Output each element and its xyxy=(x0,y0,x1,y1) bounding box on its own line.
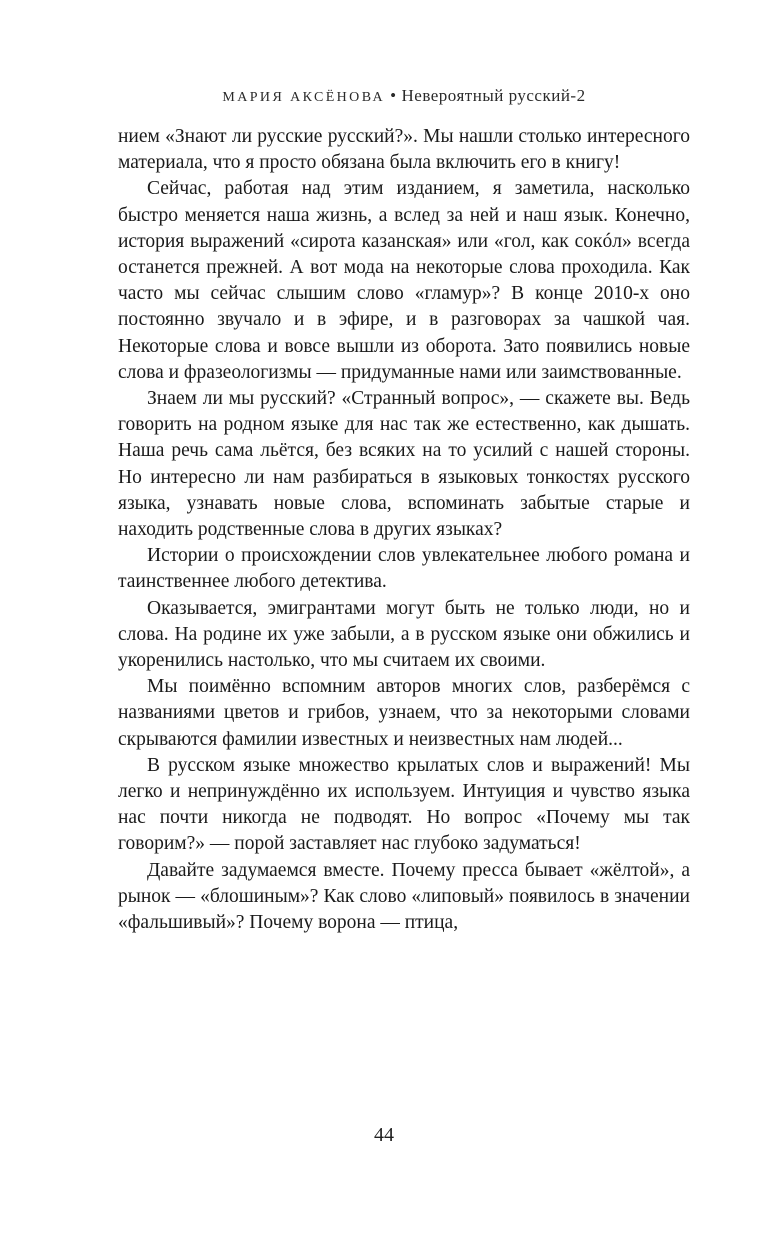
paragraph: Истории о происхождении слов увлекательнее любого романа и таинственнее любого детектива. xyxy=(118,545,690,593)
paragraph: Давайте задумаемся вместе. Почему пресса бывает «жёлтой», а рынок — «блошиным»? Как слово «липовый» появилось в значении «фальшивый»? Почему ворона — птица, xyxy=(118,859,690,934)
header-separator: • xyxy=(390,86,397,105)
paragraph: В русском языке множество крылатых слов и выражений! Мы легко и непринуждённо их используем. Интуиция и чувство языка нас почти никогда не подводят. Но вопрос «Почему мы так говорим?» — порой заставляет нас глубоко задуматься! xyxy=(118,754,690,855)
paragraph-continued: нием «Знают ли русские русский?». Мы нашли столько интересного материала, что я просто обязана была включить его в книгу! xyxy=(118,126,690,174)
paragraph: Знаем ли мы русский? «Странный вопрос», — скажете вы. Ведь говорить на родном языке для нас так же естественно, как дышать. Наша речь сама льётся, без всяких на то усилий с нашей стороны. Но интересно ли нам разбираться в языковых тонкостях русского языка, узнавать новые слова, вспоминать забытые старые и находить родственные слова в других языках? xyxy=(118,388,690,541)
header-book-title: Невероятный русский-2 xyxy=(401,86,586,105)
running-header xyxy=(118,86,690,106)
body-text xyxy=(118,124,690,936)
paragraph: Мы поимённо вспомним авторов многих слов, разберёмся с названиями цветов и грибов, узнаем, что за некоторыми словами скрываются фамилии известных и неизвестных нам людей... xyxy=(118,676,690,750)
paragraph: Оказывается, эмигрантами могут быть не только люди, но и слова. На родине их уже забыли, а в русском языке они обжились и укоренились настолько, что мы считаем их своими. xyxy=(118,597,690,672)
paragraph: Сейчас, работая над этим изданием, я заметила, насколько быстро меняется наша жизнь, а вслед за ней и наш язык. Конечно, история выражений «сирота казанская» или «гол, как сокóл» всегда останется прежней. А вот мода на некоторые слова проходила. Как часто мы сейчас слышим слово «гламур»? В конце 2010-х оно постоянно звучало и в эфире, и в разговорах за чашкой чая. Некоторые слова и вовсе вышли из оборота. Зато появились новые слова и фразеологизмы — придуманные нами или заимствованные. xyxy=(118,178,690,383)
page-number: 44 xyxy=(374,1124,394,1146)
header-author: МАРИЯ АКСЁНОВА xyxy=(222,90,386,105)
